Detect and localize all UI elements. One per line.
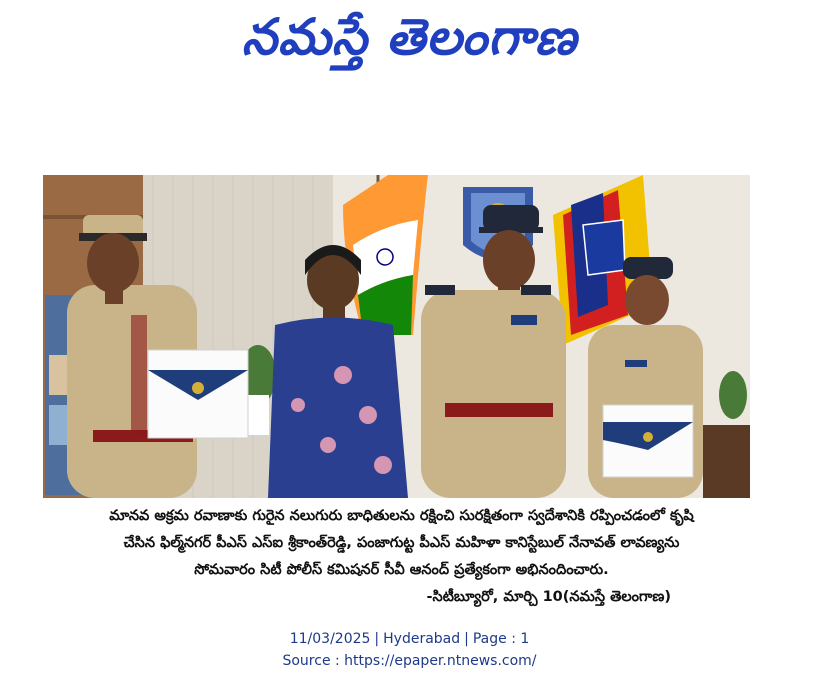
footer-source-row <box>0 650 819 672</box>
caption-line-1: మానవ అక్రమ రవాణాకు గురైన నలుగురు బాధితులను రక్షించి సురక్షితంగా స్వదేశానికి రప్పించడంలో కృషి <box>109 508 694 524</box>
plant-right <box>719 371 747 419</box>
caption-line-2: చేసిన ఫిల్మ్‌నగర్ పీఎస్ ఎస్ఐ శ్రీకాంత్‌రెడ్డి, పంజాగుట్ట పీఎస్ మహిళా కానిస్టేబుల్ నేనావత్ లావణ్యను <box>123 535 680 551</box>
footer-source-label: Source : <box>282 653 345 669</box>
footer-separator: | <box>374 631 380 647</box>
caption-line-3: సోమవారం సిటీ పోలీస్ కమిషనర్ సీవీ ఆనంద్ ప్రత్యేకంగా అభినందించారు. <box>194 562 609 578</box>
footer-date: 11/03/2025 <box>289 631 371 647</box>
masthead-title: నమస్తే తెలంగాణ <box>241 7 578 66</box>
certificate-left-icon <box>148 350 248 438</box>
footer-separator: | <box>464 631 469 647</box>
news-photo <box>43 175 750 498</box>
footer-source-link[interactable]: https://epaper.ntnews.com/ <box>344 653 537 669</box>
footer-page: Page : 1 <box>472 631 530 647</box>
photo-caption <box>44 503 759 611</box>
footer-meta-row <box>0 628 819 650</box>
certificate-right-icon <box>603 405 693 477</box>
side-table <box>703 425 750 498</box>
newspaper-masthead <box>0 0 819 80</box>
footer-city: Hyderabad <box>383 631 461 647</box>
caption-credit: -సిటీబ్యూరో, మార్చి 10(నమస్తే తెలంగాణ) <box>426 589 671 605</box>
epaper-footer <box>0 628 819 672</box>
